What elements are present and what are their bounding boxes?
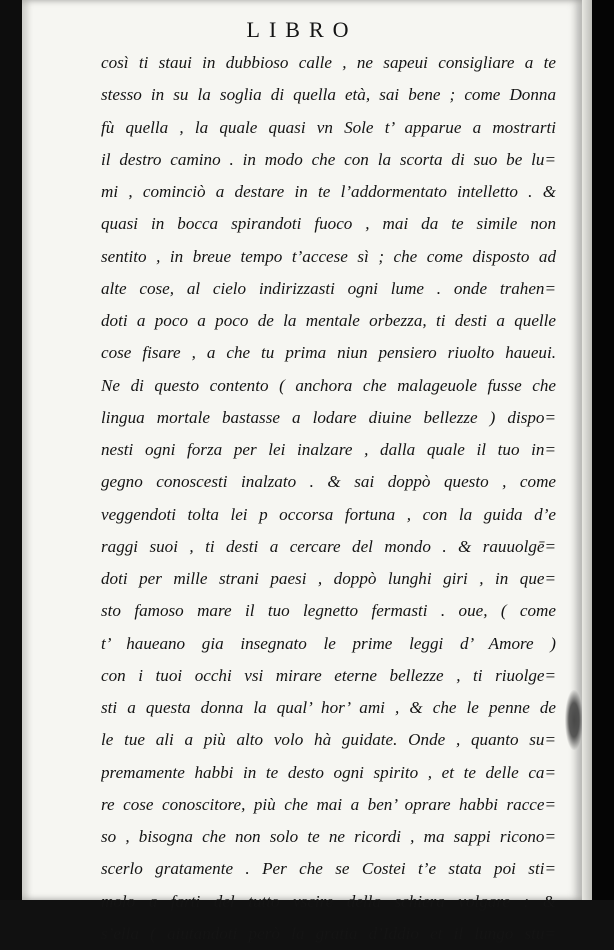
- text-line: sti a questa donna la qual’ hor’ ami , & che le penne de: [101, 698, 556, 717]
- text-line: veggendoti tolta lei p occorsa fortuna , con la guida d’e: [101, 504, 556, 524]
- text-line: quasi in bocca spirandoti fuoco , mai da te simile non: [101, 214, 556, 234]
- text-line: sto famoso mare il tuo legnetto fermasti . oue, ( come: [101, 601, 556, 621]
- text-line: doti a poco a poco de la mentale orbezza, ti desti a quelle: [101, 311, 556, 330]
- text-line: nesti ogni forza per lei inalzare , dalla quale il tuo in=: [101, 440, 556, 459]
- text-line: con i tuoi occhi vsi mirare eterne bellezze , ti riuolge=: [101, 665, 556, 685]
- page-edge: [582, 0, 592, 900]
- text-line: scerlo gratamente . Per che se Costei t’e stata poi sti=: [101, 859, 556, 879]
- text-line: sentito , in breue tempo t’accese sì ; che come disposto ad: [101, 246, 556, 266]
- scanner-border: [592, 0, 614, 900]
- text-line: stesso in su la soglia di quella età, sai bene ; come Donna: [101, 85, 556, 105]
- text-line: le tue ali a più alto volo hà guidate. Onde , quanto su=: [101, 730, 556, 750]
- text-line: so , bisogna che non solo te ne ricordi , ma sappi ricono=: [101, 827, 556, 846]
- text-line: s’ella ( aiutandoti però la gratia d’Iddio et il lungo stu=: [101, 923, 556, 943]
- text-line: cose fisare , a che tu prima niun pensiero riuolto haueui.: [101, 343, 556, 363]
- book-page: [22, 0, 582, 943]
- text-line: alte cose, al cielo indirizzasti ogni lume . onde trahen=: [101, 278, 556, 298]
- text-line: Ne di questo contento ( anchora che malageuole fusse che: [101, 375, 556, 395]
- text-line: fù quella , la quale quasi vn Sole t’ apparue a mostrarti: [101, 117, 556, 137]
- text-line: premamente habbi in te desto ogni spirito , et te delle ca=: [101, 762, 556, 782]
- body-text: [101, 47, 556, 950]
- text-line: doti per mille strani paesi , doppò lunghi giri , in que=: [101, 569, 556, 588]
- text-line: raggi suoi , ti desti a cercare del mondo . & rauuolgē=: [101, 536, 556, 556]
- text-line: re cose conoscitore, più che mai a ben’ oprare habbi racce=: [101, 794, 556, 814]
- text-line: gegno conoscesti inalzato . & sai doppò questo , come: [101, 472, 556, 492]
- text-line: molo a farti del tutto vscire della schiera volgare : &: [101, 891, 556, 911]
- text-line: mi , cominciò a destare in te l’addormentato intelletto . &: [101, 182, 556, 201]
- text-line: lingua mortale bastasse a lodare diuine bellezze ) dispo=: [101, 407, 556, 427]
- text-line: il destro camino . in modo che con la scorta di suo be lu=: [101, 149, 556, 169]
- text-line: così ti staui in dubbioso calle , ne sapeui consigliare a te: [101, 53, 556, 72]
- text-line: t’ haueano gia insegnato le prime leggi d’ Amore ): [101, 633, 556, 653]
- running-head: LIBRO: [246, 17, 358, 42]
